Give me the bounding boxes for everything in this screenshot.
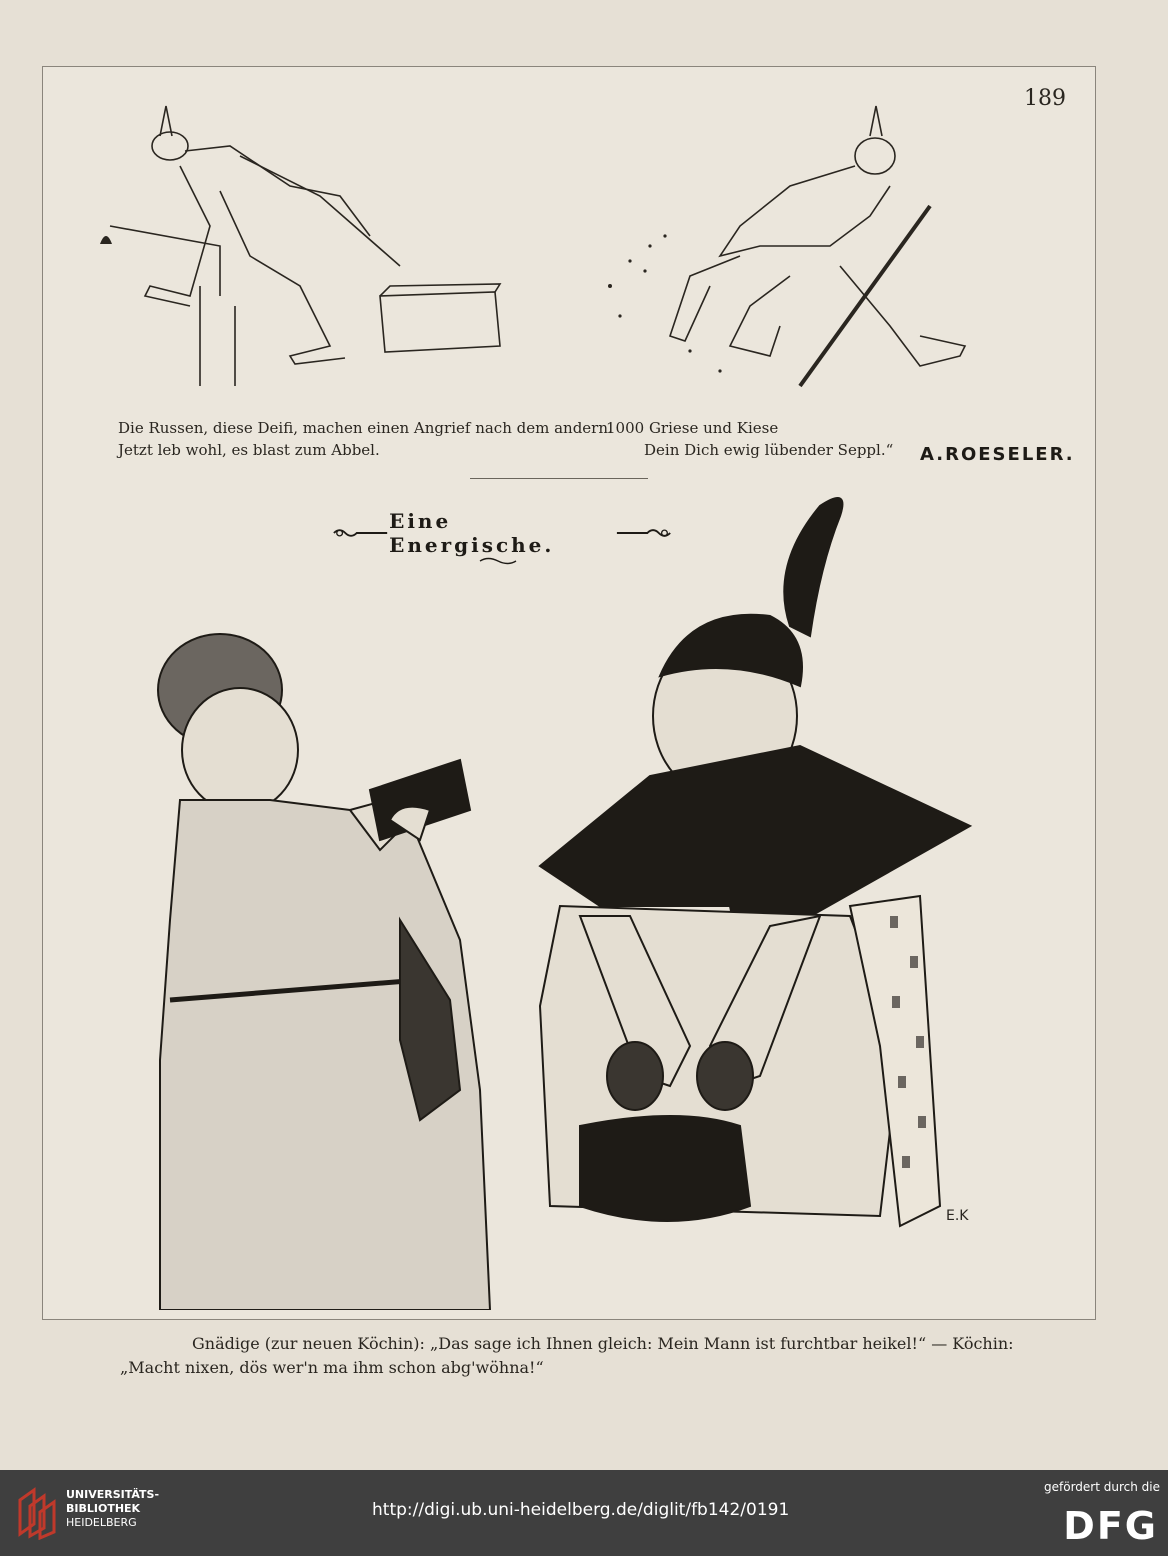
page-number: 189: [1024, 86, 1066, 111]
university-library-logo-icon: [12, 1484, 58, 1540]
institution-name[interactable]: [66, 1488, 159, 1530]
cook-with-cape-illustration: [520, 486, 990, 1256]
institution-line2: BIBLIOTHEK: [66, 1502, 141, 1515]
cartoon-title: Eine Energische.: [389, 509, 555, 557]
permalink-url[interactable]: http://digi.ub.uni-heidelberg.de/diglit/fb142/0191: [372, 1500, 790, 1520]
left-flourish-icon: [332, 525, 389, 541]
caption-right-line2: Dein Dich ewig lübender Seppl.“: [644, 441, 894, 459]
artist-mark: E.K: [946, 1208, 969, 1224]
cartoon-caption-line2: „Macht nixen, dös wer'n ma ihm schon abg'wöhna!“: [120, 1358, 544, 1377]
caption-left-line1: Die Russen, diese Deifi, machen einen Angrief nach dem andern.: [118, 419, 613, 437]
section-divider: [470, 478, 648, 479]
small-ornament-icon: [478, 556, 518, 566]
running-soldier-illustration: [590, 96, 990, 406]
institution-line1: UNIVERSITÄTS-: [66, 1488, 160, 1501]
funder-note: gefördert durch die: [1044, 1480, 1160, 1494]
soldier-writing-illustration: [90, 96, 520, 396]
cartoon-caption: [120, 1332, 1020, 1380]
dfg-logo[interactable]: DFG: [1063, 1504, 1158, 1548]
artist-signature: A.ROESELER.: [920, 444, 1075, 465]
cartoon-caption-line1: Gnädige (zur neuen Köchin): „Das sage ich Ihnen gleich: Mein Mann ist furchtbar heikel!“ — Köchin:: [192, 1334, 1014, 1353]
lady-with-book-illustration: [120, 620, 500, 1310]
caption-left-line2: Jetzt leb wohl, es blast zum Abbel.: [118, 441, 380, 459]
institution-line3: HEIDELBERG: [66, 1516, 137, 1529]
caption-right-line1: 1000 Griese und Kiese: [606, 419, 779, 437]
